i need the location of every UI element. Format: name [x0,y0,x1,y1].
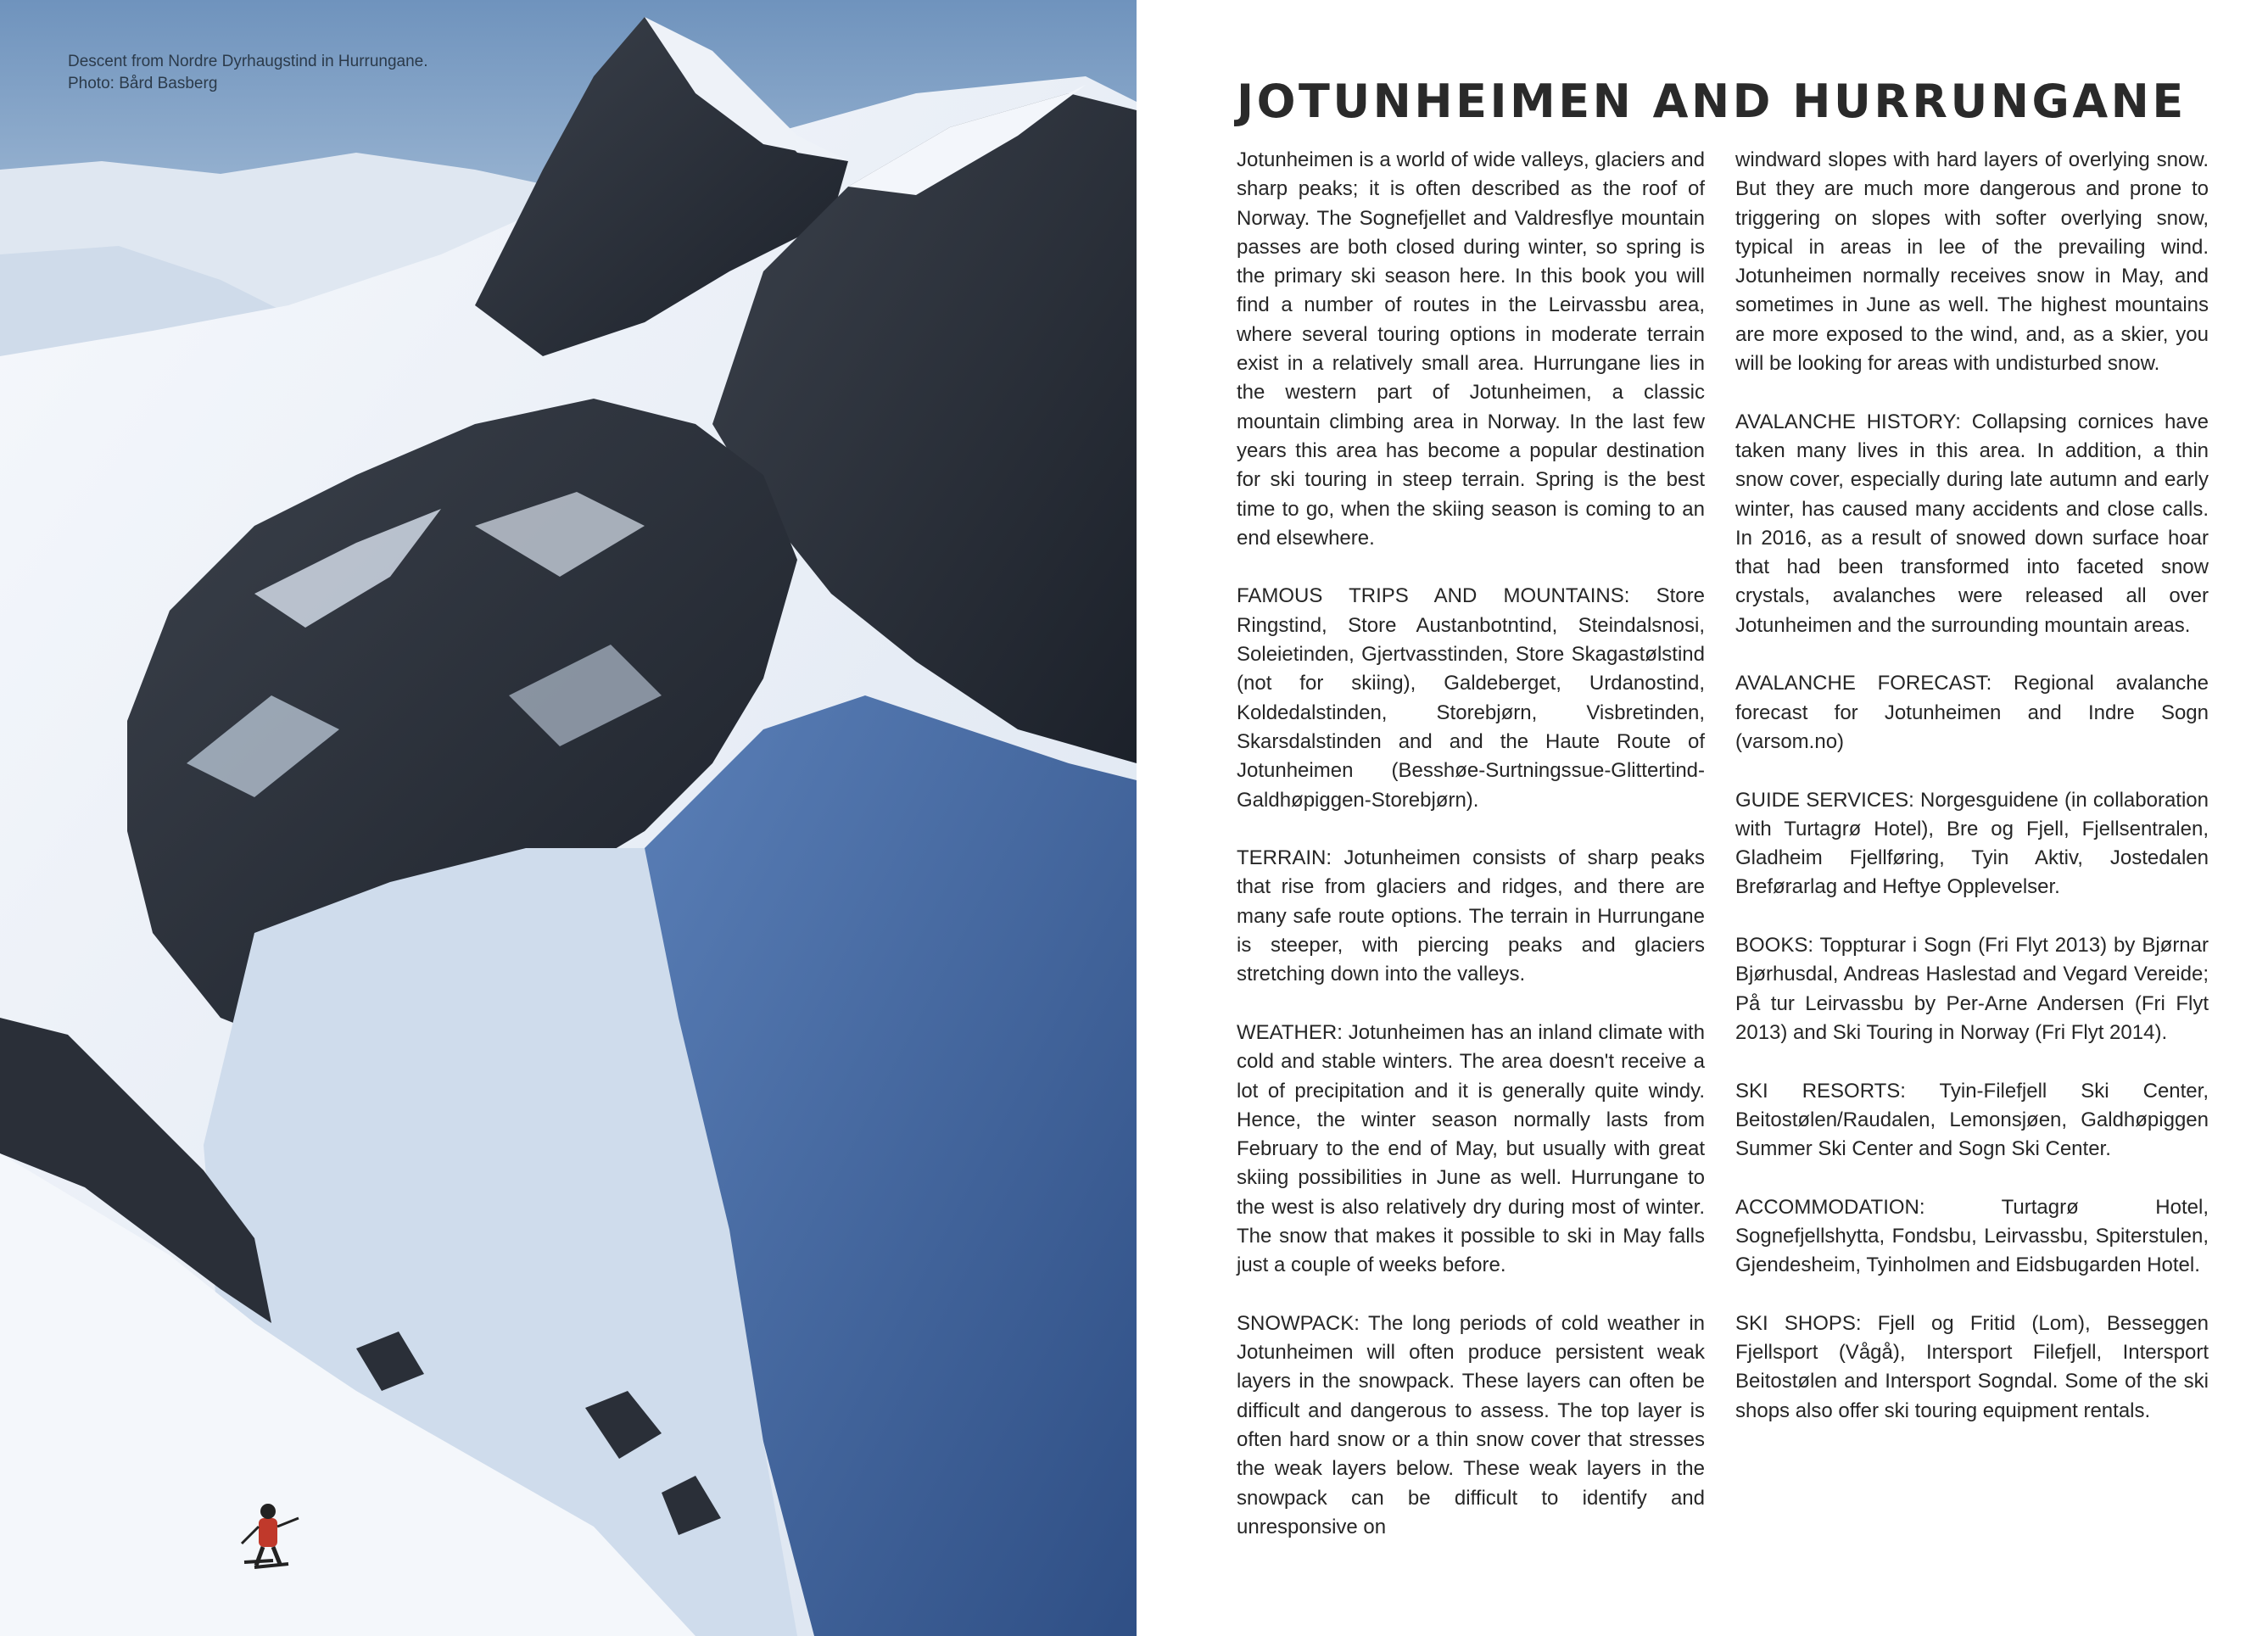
ski-shops-paragraph: SKI SHOPS: Fjell og Fritid (Lom), Besseggen Fjellsport (Vågå), Intersport Filefjell, Intersport Beitostølen and Intersport Sogndal. Some of the ski shops also offer ski touring equipment rentals. [1735,1311,2209,1422]
ski-resorts-paragraph: SKI RESORTS: Tyin-Filefjell Ski Center, Beitostølen/Raudalen, Lemonsjøen, Galdhøpiggen Summer Ski Center and Sogn Ski Center. [1735,1079,2209,1161]
terrain-paragraph: TERRAIN: Jotunheimen consists of sharp peaks that rise from glaciers and ridges, and there are many safe route options. The terrain in Hurrungane is steeper, with piercing peaks and glaciers stretching down into the valleys. [1237,846,1705,986]
left-column [1237,146,1705,1542]
books-paragraph: BOOKS: Toppturar i Sogn (Fri Flyt 2013) by Bjørnar Bjørhusdal, Andreas Haslestad and Vegard Vereide; På tur Leirvassbu by Per-Arne Andersen (Fri Flyt 2013) and Ski Touring in Norway (Fri Flyt 2014). [1735,934,2209,1044]
page-title: JOTUNHEIMEN AND HURRUNGANE [1237,75,2187,128]
avalanche-history-paragraph: AVALANCHE HISTORY: Collapsing cornices have taken many lives in this area. In addition, a thin snow cover, especially during late autumn and early winter, has caused many accidents and close calls. In 2016, as a result of snowed down surface hoar that had been transformed into faceted snow crystals, avalanches were released all over Jotunheimen and the surrounding mountain areas. [1735,410,2209,637]
guide-services-paragraph: GUIDE SERVICES: Norgesguidene (in collaboration with Turtagrø Hotel), Bre og Fjell, Fjellsentralen, Gladheim Fjellføring, Tyin Aktiv, Jostedalen Breførarlag and Heftye Opplevelser. [1735,788,2209,899]
famous-trips-paragraph: FAMOUS TRIPS AND MOUNTAINS: Store Ringstind, Store Austanbotntind, Steindalsnosi, Soleietinden, Gjertvasstinden, Store Skagastølstind (not for skiing), Galdeberget, Urdanostind, Koldedalstinden, Storebjørn, Visbretinden, Skarsdalstinden and and the Haute Route of Jotunheimen (Besshøe-Surtningssue-Glittertind-Galdhøpiggen-Storebjørn). [1237,584,1705,812]
text-page [1137,0,2268,1636]
snowpack-paragraph: SNOWPACK: The long periods of cold weather in Jotunheimen will often produce persistent weak layers in the snowpack. These layers can often be difficult and dangerous to assess. The top layer is often hard snow or a thin snow cover that stresses the weak layers below. These weak layers in the snowpack can be difficult to identify and unresponsive on [1237,1311,1705,1538]
intro-paragraph: Jotunheimen is a world of wide valleys, glaciers and sharp peaks; it is often described as the roof of Norway. The Sognefjellet and Valdresflye mountain passes are both closed during winter, so spring is the primary ski season here. In this book you will find a number of routes in the Leirvassbu area, where several touring options in moderate terrain exist in a relatively small area. Hurrungane lies in the western part of Jotunheimen, a classic mountain climbing area in Norway. In the last few years this area has become a popular destination for ski touring in steep terrain. Spring is the best time to go, when the skiing season is coming to an end elsewhere. [1237,148,1705,550]
caption-line-2: Photo: Bård Basberg [68,75,218,92]
right-column [1735,146,2209,1426]
photo-caption [68,51,428,95]
snowpack-continued-paragraph: windward slopes with hard layers of overlying snow. But they are much more dangerous and prone to triggering on slopes with softer overlying snow, typical in areas in lee of the prevailing wind. Jotunheimen normally receives snow in May, and sometimes in June as well. The highest mountains are more exposed to the wind, and, as a skier, you will be looking for areas with undisturbed snow. [1735,148,2209,376]
weather-paragraph: WEATHER: Jotunheimen has an inland climate with cold and stable winters. The area doesn't receive a lot of precipitation and it is generally quite windy. Hence, the winter season normally lasts from February to the end of May, but usually with great skiing possibilities in June as well. Hurrungane to the west is also relatively dry during most of winter. The snow that makes it possible to ski in May falls just a couple of weeks before. [1237,1020,1705,1277]
accommodation-paragraph: ACCOMMODATION: Turtagrø Hotel, Sognefjellshytta, Fondsbu, Leirvassbu, Spiterstulen, Gjendesheim, Tyinholmen and Eidsbugarden Hotel. [1735,1195,2209,1277]
caption-line-1: Descent from Nordre Dyrhaugstind in Hurrungane. [68,53,428,70]
avalanche-forecast-paragraph: AVALANCHE FORECAST: Regional avalanche forecast for Jotunheimen and Indre Sogn (varsom.no) [1735,672,2209,753]
